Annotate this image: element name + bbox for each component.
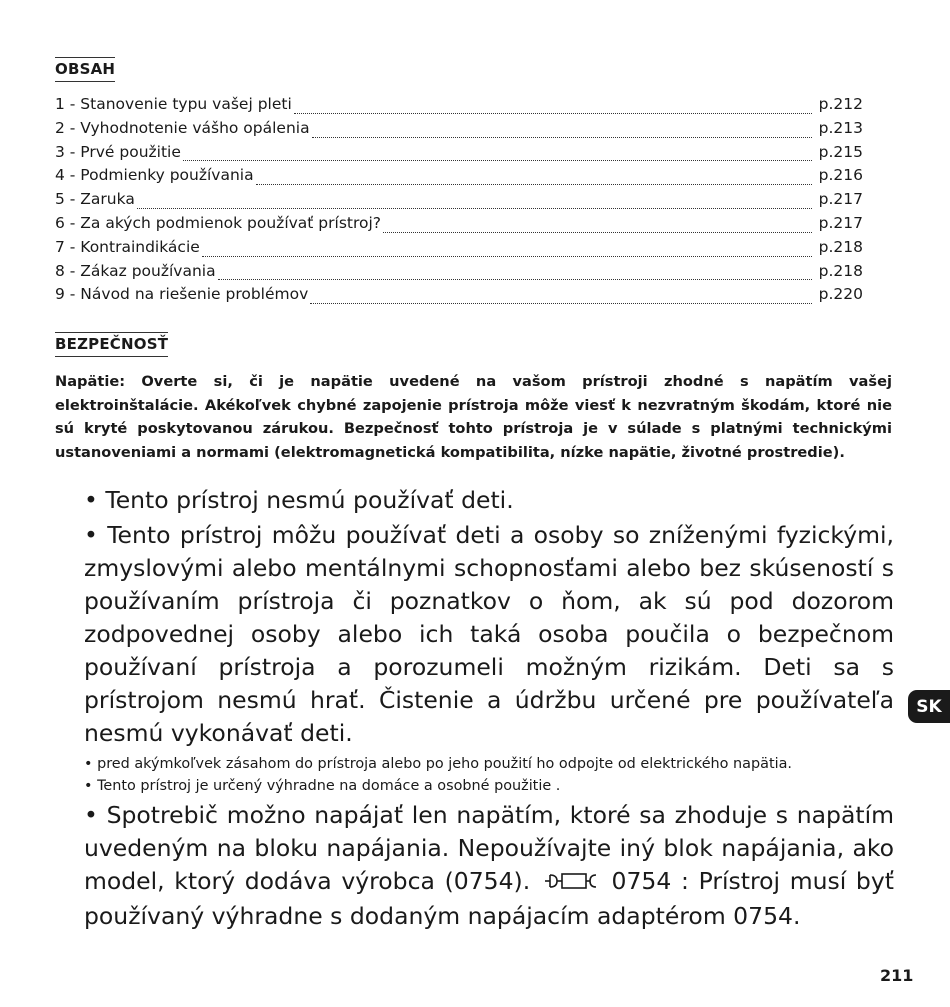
toc-entry: [55, 262, 863, 286]
toc-entry: [55, 190, 863, 214]
toc-entry-page: p.213: [818, 118, 863, 137]
bullet-power-supply-text: • Spotrebič možno napájať len napätím, ktoré sa zhoduje s napätím uvedeným na bloku napájania. Nepoužívajte iný blok napájania, ako model, ktorý dodáva výrobca (0754).: [84, 801, 894, 895]
toc-entry-label: 6 - Za akých podmienok používať prístroj?: [55, 213, 382, 232]
toc-entry: [55, 95, 863, 119]
toc-dot-leader: [256, 184, 812, 185]
toc-entry-page: p.216: [818, 166, 863, 185]
page-number: 211: [880, 966, 914, 985]
toc-entry: [55, 166, 863, 190]
toc-dot-leader: [218, 279, 812, 280]
toc-dot-leader: [183, 160, 812, 161]
toc-entry-page: p.212: [818, 95, 863, 113]
toc-entry-page: p.218: [818, 237, 863, 256]
toc-dot-leader: [137, 208, 812, 209]
table-of-contents: [55, 95, 863, 309]
toc-entry-label: 9 - Návod na riešenie problémov: [55, 285, 309, 304]
toc-entry-label: 1 - Stanovenie typu vašej pleti: [55, 95, 292, 113]
voltage-warning: Napätie: Overte si, či je napätie uvedené na vašom prístroji zhodné s napätím vašej elektroinštalácie. Akékoľvek chybné zapojenie prístroja môže viesť k nezvratným škodám, ktoré nie sú kryté poskytovanou zárukou. Bezpečnosť tohto prístroja je v súlade s platnými technickými ustanoveniami a normami (elektromagnetická kompatibilita, nízke napätie, životné prostredie).: [55, 373, 892, 461]
toc-entry-page: p.217: [818, 213, 863, 232]
toc-heading: OBSAH: [55, 57, 115, 82]
toc-entry: [55, 285, 863, 309]
toc-dot-leader: [294, 113, 812, 114]
toc-dot-leader: [310, 303, 812, 304]
toc-dot-leader: [202, 256, 812, 257]
bullet-children: • Tento prístroj nesmú používať deti.: [84, 486, 514, 514]
bullet-persons: • Tento prístroj môžu používať deti a osoby so zníženými fyzickými, zmyslovými alebo mentálnymi schopnosťami alebo bez skúseností s používaním prístroja či poznatkov o ňom, ak sú pod dozorom zodpovednej osoby alebo ich taká osoba poučila o bezpečnom používaní prístroja a porozumeli možným rizikám. Deti sa s prístrojom nesmú hrať. Čistenie a údržbu určené pre používateľa nesmú vykonávať deti.: [84, 521, 894, 747]
toc-entry: [55, 119, 863, 143]
toc-entry-label: 4 - Podmienky používania: [55, 166, 254, 185]
toc-entry-label: 8 - Zákaz používania: [55, 261, 216, 280]
bullet-domestic: • Tento prístroj je určený výhradne na domáce a osobné použitie .: [84, 778, 561, 794]
toc-dot-leader: [312, 137, 812, 138]
toc-entry: [55, 238, 863, 262]
safety-heading: BEZPEČNOSŤ: [55, 332, 168, 357]
toc-entry: [55, 214, 863, 238]
toc-entry-label: 7 - Kontraindikácie: [55, 237, 200, 256]
toc-entry-page: p.220: [818, 285, 863, 304]
toc-entry-page: p.218: [818, 261, 863, 280]
language-tab-sk: SK: [908, 690, 950, 723]
bullet-disconnect: • pred akýmkoľvek zásahom do prístroja alebo po jeho použití ho odpojte od elektrického napätia.: [84, 756, 792, 772]
toc-entry-label: 3 - Prvé použitie: [55, 142, 181, 161]
toc-entry-page: p.217: [818, 190, 863, 209]
toc-entry: [55, 143, 863, 167]
power-adapter-icon: [544, 867, 598, 900]
toc-dot-leader: [383, 232, 812, 233]
toc-entry-label: 5 - Zaruka: [55, 190, 135, 209]
toc-entry-page: p.215: [818, 142, 863, 161]
bullet-power-supply: [84, 799, 894, 933]
bullet-power-supply-end: 0754 : Prístroj musí byť používaný výhradne s dodaným napájacím adaptérom 0754.: [84, 867, 894, 930]
toc-entry-label: 2 - Vyhodnotenie vášho opálenia: [55, 118, 310, 137]
